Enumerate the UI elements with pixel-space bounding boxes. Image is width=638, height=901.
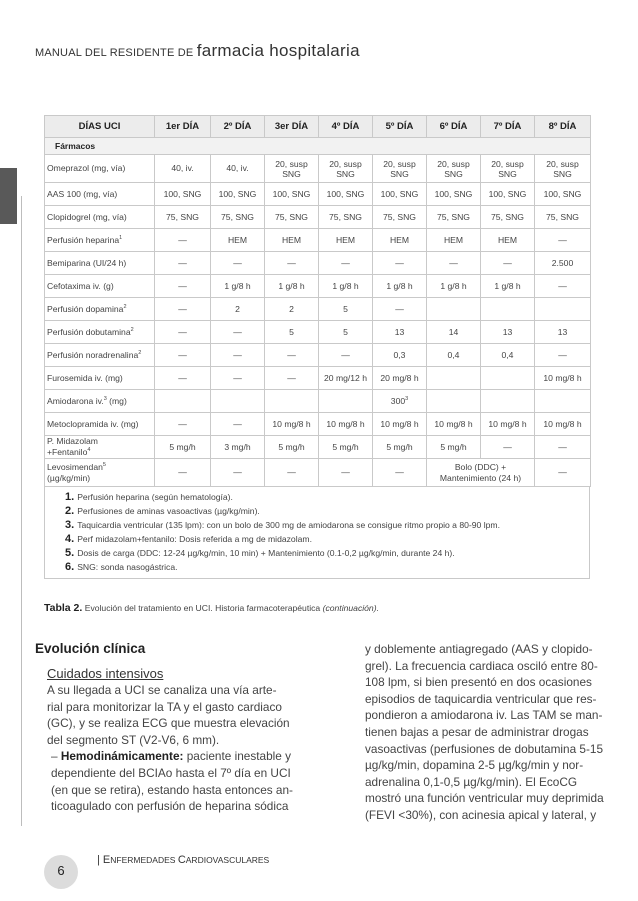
table-cell: 10 mg/8 h — [265, 413, 319, 436]
text-line: µg/kg/min, dopamina 2-5 µg/kg/min y nor- — [365, 758, 584, 773]
table-cell: 5 mg/h — [319, 436, 373, 459]
row-label-text: Amiodarona iv. — [47, 395, 104, 406]
table-row — [45, 459, 591, 487]
text-line: (GC), y se realiza ECG que muestra elevación — [47, 716, 290, 731]
table-cell: — — [155, 321, 211, 344]
table-cell: 100, SNG — [265, 183, 319, 206]
table-row — [45, 436, 591, 459]
footnote — [65, 518, 589, 532]
table-cell: — — [535, 275, 591, 298]
table-cell: 2.500 — [535, 252, 591, 275]
table-cell: HEM — [481, 229, 535, 252]
footnote — [65, 490, 589, 504]
footer-letter: E — [102, 854, 111, 866]
table-cell: 75, SNG — [155, 206, 211, 229]
text-line: tienen bajas a pesar de administrar drogas — [365, 724, 589, 739]
table-cell — [155, 390, 211, 413]
row-label-text: Perfusión dopamina — [47, 303, 124, 314]
row-label-text: Perfusión heparina — [47, 234, 120, 245]
table-cell: — — [265, 252, 319, 275]
table-cell: 1 g/8 h — [481, 275, 535, 298]
paragraph — [35, 682, 308, 748]
table-cell: — — [211, 321, 265, 344]
table-cell: — — [265, 459, 319, 487]
row-label — [45, 390, 155, 413]
table-cell: — — [155, 344, 211, 367]
row-label — [45, 344, 155, 367]
chapter-tab — [0, 168, 17, 224]
table-row — [45, 344, 591, 367]
cell-value: Bolo (DDC) + — [454, 461, 507, 472]
column-header: 3er DÍA — [265, 116, 319, 138]
column-header: DÍAS UCI — [45, 116, 155, 138]
text-line: (en que se retira), estando hasta entonces an- — [51, 782, 293, 797]
row-label — [45, 298, 155, 321]
row-label: Metoclopramida iv. (mg) — [45, 413, 155, 436]
column-header: 5º DÍA — [373, 116, 427, 138]
column-header: 2º DÍA — [211, 116, 265, 138]
table-cell: 5 — [319, 298, 373, 321]
table-cell: 20, susp SNG — [535, 155, 591, 183]
table-cell: 75, SNG — [481, 206, 535, 229]
table-cell: 40, iv. — [155, 155, 211, 183]
row-label: Cefotaxima iv. (g) — [45, 275, 155, 298]
table-cell: 10 mg/8 h — [535, 367, 591, 390]
text-line: grel). La frecuencia cardiaca osciló entre 80- — [365, 658, 598, 673]
text-line: episodios de taquicardia ventricular que res- — [365, 691, 597, 706]
table-cell: 100, SNG — [155, 183, 211, 206]
table-cell: — — [211, 459, 265, 487]
table-cell: 75, SNG — [211, 206, 265, 229]
table-cell: 75, SNG — [427, 206, 481, 229]
table-cell: 13 — [373, 321, 427, 344]
table-row — [45, 390, 591, 413]
table-cell: 5 — [265, 321, 319, 344]
footnote-number: 6. — [65, 561, 75, 573]
footnote-ref: 3 — [103, 395, 107, 402]
column-header: 7º DÍA — [481, 116, 535, 138]
footer-text: ARDIOVASCULARES — [185, 855, 270, 865]
table-cell: 100, SNG — [373, 183, 427, 206]
footnote-text: SNG: sonda nasogástrica. — [77, 562, 178, 572]
table-cell: 1 g/8 h — [211, 275, 265, 298]
table-cell: 5 mg/h — [373, 436, 427, 459]
footnote — [65, 504, 589, 518]
table-cell: — — [155, 367, 211, 390]
table-cell: 0,4 — [481, 344, 535, 367]
table-cell: — — [319, 344, 373, 367]
table-cell: 1 g/8 h — [319, 275, 373, 298]
table-cell: HEM — [265, 229, 319, 252]
text-line: 108 lpm, si bien presentó en dos ocasiones — [365, 675, 592, 690]
text-line: pondieron a amiodarona iv. Las TAM se man- — [365, 708, 603, 723]
table-cell: — — [265, 367, 319, 390]
table-cell — [481, 367, 535, 390]
table-cell — [481, 298, 535, 321]
text-line: A su llegada a UCI se canaliza una vía arte- — [47, 683, 277, 697]
table-cell: 1 g/8 h — [427, 275, 481, 298]
text-line: adrenalina 0,1-0,5 µg/kg/min). El EcoCG — [365, 774, 578, 789]
table-cell: — — [481, 252, 535, 275]
table-cell: — — [155, 298, 211, 321]
table-cell: — — [535, 459, 591, 487]
page-number: 6 — [57, 863, 65, 878]
table-cell: 0,4 — [427, 344, 481, 367]
table-cell: — — [211, 367, 265, 390]
table-cell: 20, susp SNG — [427, 155, 481, 183]
table-row — [45, 206, 591, 229]
table-cell: — — [481, 436, 535, 459]
footer-bar: | — [97, 854, 103, 866]
row-label-text: Perfusión noradrenalina — [47, 349, 139, 360]
table-cell: 20, susp SNG — [265, 155, 319, 183]
table-cell — [427, 298, 481, 321]
table-cell: HEM — [427, 229, 481, 252]
text-line: (FEVI <30%), con acinesia apical y lateral, y — [365, 807, 597, 822]
table-row — [45, 321, 591, 344]
table-cell — [211, 390, 265, 413]
table-cell: — — [319, 252, 373, 275]
footnote-ref: 2 — [130, 326, 134, 333]
row-label — [45, 321, 155, 344]
caption-continuation: (continuación). — [322, 603, 379, 613]
table-cell: — — [155, 275, 211, 298]
row-label — [45, 436, 155, 459]
table-cell: — — [535, 229, 591, 252]
table-cell: 13 — [535, 321, 591, 344]
table-cell: 10 mg/8 h — [427, 413, 481, 436]
column-header: 4º DÍA — [319, 116, 373, 138]
row-label — [45, 459, 155, 487]
cell-value: Mantenimiento (24 h) — [439, 472, 522, 483]
table-cell: 75, SNG — [535, 206, 591, 229]
table-row — [45, 413, 591, 436]
running-header — [35, 41, 360, 61]
row-label — [45, 229, 155, 252]
table-cell: 2 — [265, 298, 319, 321]
table-cell: 3 mg/h — [211, 436, 265, 459]
table-cell: 100, SNG — [211, 183, 265, 206]
table-cell: 10 mg/8 h — [373, 413, 427, 436]
table-cell: 14 — [427, 321, 481, 344]
table-cell: — — [155, 413, 211, 436]
table-cell: 20, susp SNG — [481, 155, 535, 183]
table-cell: HEM — [319, 229, 373, 252]
row-label-text: P. Midazolam — [47, 436, 98, 446]
table-cell: — — [211, 252, 265, 275]
text-line: mostró una función ventricular muy deprimida — [365, 791, 604, 806]
section-title: Evolución clínica — [35, 641, 146, 656]
footnote — [65, 532, 589, 546]
table-cell: 20 mg/8 h — [373, 367, 427, 390]
table-footnotes — [44, 487, 590, 579]
header-title-big: farmacia hospitalaria — [196, 41, 360, 60]
column-header: 1er DÍA — [155, 116, 211, 138]
text-line: dependiente del BCIAo hasta el 7º día en UCI — [51, 765, 291, 780]
row-label-unit: (mg) — [106, 395, 127, 406]
table-row — [45, 367, 591, 390]
body-column-right — [365, 641, 604, 824]
caption-label: Tabla 2. — [44, 602, 83, 614]
table-cell — [427, 390, 481, 413]
table-cell: 5 mg/h — [155, 436, 211, 459]
table-cell: 1 g/8 h — [373, 275, 427, 298]
table-cell: 2 — [211, 298, 265, 321]
table-cell: 5 — [319, 321, 373, 344]
footnote-ref: 4 — [87, 447, 91, 454]
table-cell: HEM — [211, 229, 265, 252]
text-line: y doblemente antiagregado (AAS y clopido- — [365, 642, 593, 656]
text-line: vasoactivas (perfusiones de dobutamina 5-15 — [365, 741, 604, 756]
table-cell: 0,3 — [373, 344, 427, 367]
row-label: Bemiparina (UI/24 h) — [45, 252, 155, 275]
footnote-text: Taquicardia ventricular (135 lpm): con un bolo de 300 mg de amiodarona se consigue ritmo propio a 80-90 lpm. — [77, 520, 500, 530]
table-row — [45, 275, 591, 298]
table-cell: 100, SNG — [481, 183, 535, 206]
bullet-text: paciente inestable y — [183, 749, 291, 764]
table-header-row — [45, 116, 591, 138]
table-cell: 10 mg/8 h — [481, 413, 535, 436]
table-row — [45, 183, 591, 206]
text-line: – Hemodinámicamente: paciente inestable y — [51, 749, 291, 764]
table-row — [45, 298, 591, 321]
footnote — [65, 546, 589, 560]
table-cell — [427, 459, 535, 487]
cell-value: 300 — [390, 395, 406, 406]
table-cell: 10 mg/8 h — [319, 413, 373, 436]
footnote — [65, 560, 589, 574]
row-label-unit: (µg/kg/min) — [47, 472, 91, 483]
footnote-ref: 2 — [123, 303, 127, 310]
row-label: Clopidogrel (mg, vía) — [45, 206, 155, 229]
table-cell — [319, 390, 373, 413]
table-cell: 100, SNG — [535, 183, 591, 206]
table-cell: — — [155, 459, 211, 487]
footnote-number: 2. — [65, 505, 75, 517]
text-line: rial para monitorizar la TA y el gasto cardiaco — [47, 699, 282, 714]
footnote-text: Perfusión heparina (según hematología). — [77, 492, 233, 502]
table-cell: 40, iv. — [211, 155, 265, 183]
table-cell: — — [265, 344, 319, 367]
treatment-table — [44, 115, 591, 487]
footnote-ref: 5 — [102, 461, 106, 468]
table-cell: 75, SNG — [265, 206, 319, 229]
table-cell: — — [427, 252, 481, 275]
bullet-lead: Hemodinámicamente: — [60, 749, 184, 764]
table-cell: — — [373, 252, 427, 275]
footnote-number: 4. — [65, 533, 75, 545]
table-cell: 100, SNG — [427, 183, 481, 206]
table-section-row — [45, 138, 591, 155]
row-label: Omeprazol (mg, vía) — [45, 155, 155, 183]
table-caption — [44, 602, 379, 614]
table-row — [45, 229, 591, 252]
header-title-small: MANUAL DEL RESIDENTE DE — [35, 47, 197, 59]
table-cell — [535, 298, 591, 321]
text-line: ticoagulado con perfusión de heparina sódica — [51, 799, 289, 814]
table-row — [45, 155, 591, 183]
footnote-ref: 2 — [138, 349, 142, 356]
table-cell: — — [211, 344, 265, 367]
table-cell: — — [373, 459, 427, 487]
footnote-text: Dosis de carga (DDC: 12-24 µg/kg/min, 10 min) + Mantenimiento (0.1-0,2 µg/kg/min, durante 24 h). — [77, 548, 455, 558]
table-cell: — — [155, 252, 211, 275]
row-label: Furosemida iv. (mg) — [45, 367, 155, 390]
caption-text: Evolución del tratamiento en UCI. Historia farmacoterapéutica — [82, 603, 323, 613]
footer-text: NFERMEDADES — [110, 855, 178, 865]
column-header: 6º DÍA — [427, 116, 481, 138]
column-header: 8º DÍA — [535, 116, 591, 138]
table-cell: 100, SNG — [319, 183, 373, 206]
table-cell — [427, 367, 481, 390]
table-cell: 5 mg/h — [427, 436, 481, 459]
footnote-text: Perfusiones de aminas vasoactivas (µg/kg/min). — [77, 506, 260, 516]
footnote-number: 3. — [65, 519, 75, 531]
table-cell — [265, 390, 319, 413]
table-cell: HEM — [373, 229, 427, 252]
table-cell: — — [535, 436, 591, 459]
row-label: AAS 100 (mg, vía) — [45, 183, 155, 206]
table-cell: 20, susp SNG — [373, 155, 427, 183]
table-cell: 10 mg/8 h — [535, 413, 591, 436]
body-column-left — [35, 641, 308, 815]
margin-rule — [21, 196, 22, 826]
text-line: del segmento ST (V2-V6, 6 mm). — [47, 732, 220, 747]
treatment-table-block — [44, 115, 590, 579]
table-cell: 20, susp SNG — [319, 155, 373, 183]
row-label-text: Perfusión dobutamina — [47, 326, 131, 337]
row-label-text: Levosimendan — [47, 461, 103, 472]
table-section-label: Fármacos — [45, 138, 591, 155]
table-cell: 5 mg/h — [265, 436, 319, 459]
table-cell: — — [155, 229, 211, 252]
table-cell: — — [319, 459, 373, 487]
footnote-number: 1. — [65, 491, 75, 503]
table-cell — [373, 390, 427, 413]
table-cell: — — [373, 298, 427, 321]
running-footer — [97, 854, 269, 866]
bullet-item — [35, 748, 308, 814]
subheading: Cuidados intensivos — [47, 666, 164, 681]
table-cell: 1 g/8 h — [265, 275, 319, 298]
table-cell: — — [211, 413, 265, 436]
table-cell — [535, 390, 591, 413]
footer-letter: C — [177, 854, 186, 866]
footnote-ref: 1 — [119, 234, 123, 241]
footnote-number: 5. — [65, 547, 75, 559]
table-cell: 20 mg/12 h — [319, 367, 373, 390]
footnote-ref: 3 — [405, 395, 409, 402]
table-cell: 75, SNG — [319, 206, 373, 229]
row-label-text: +Fentanilo — [47, 447, 88, 457]
table-row — [45, 252, 591, 275]
table-cell: 13 — [481, 321, 535, 344]
table-cell: 75, SNG — [373, 206, 427, 229]
table-cell: — — [535, 344, 591, 367]
table-cell — [481, 390, 535, 413]
footnote-text: Perf midazolam+fentanilo: Dosis referida a mg de midazolam. — [77, 534, 312, 544]
